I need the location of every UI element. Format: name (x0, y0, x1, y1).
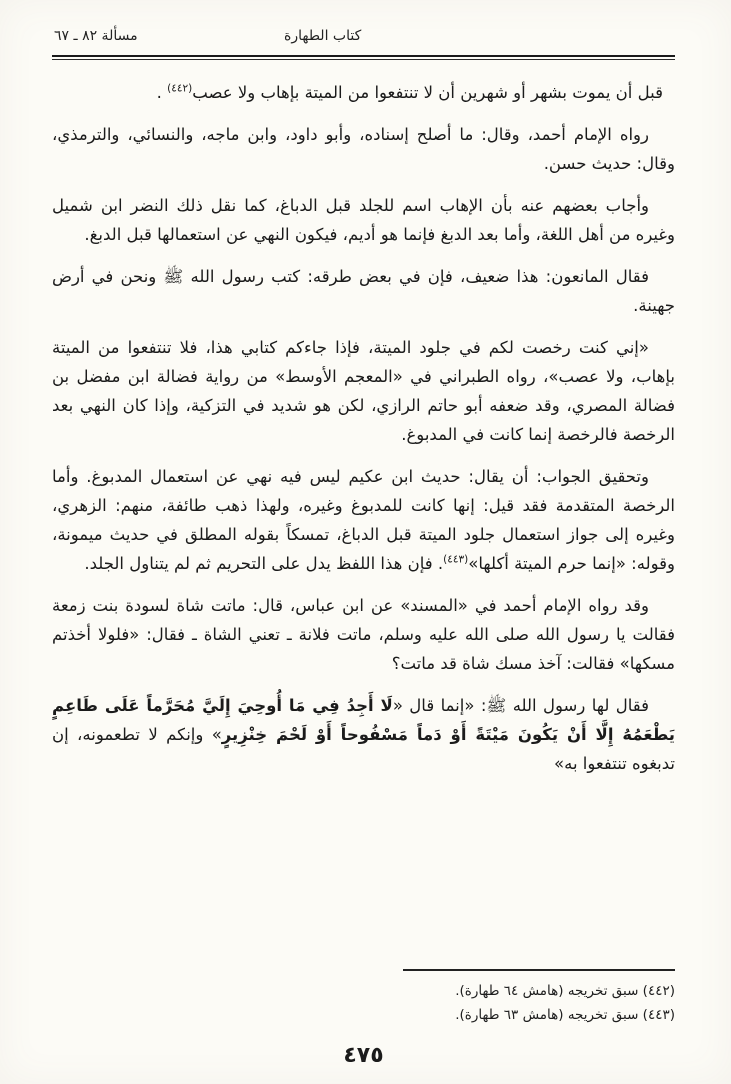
objection-response-paragraph: وأجاب بعضهم عنه بأن الإهاب اسم للجلد قبل الدباغ، كما نقل ذلك النضر ابن شميل وغيره من أهل اللغة، وأما بعد الدبغ فإنما هو أديم، فيكون النهي عن استعمالها قبل الدبغ. (52, 196, 675, 244)
paragraph-text: وتحقيق الجواب: أن يقال: حديث ابن عكيم ليس فيه نهي عن استعمال المدبوغ. وأما الرخصة المتقدمة فقد قيل: إنها كانت للمدبوغ وغيره، ولهذا ذهب طائفة، منهم: الزهري، وغيره إلى جواز استعمال جلود الميتة قبل الدباغ، تمسكاً بقوله المطلق في حديث ميمونة، وقوله: «إنما حرم الميتة أكلها» (52, 467, 675, 573)
prophet-reply-paragraph (52, 691, 675, 778)
paragraph-text: . (156, 83, 168, 102)
footnote-ref-443: (٤٤٣) (443, 553, 469, 566)
counter-argument-paragraph: فقال المانعون: هذا ضعيف، فإن في بعض طرقه: كتب رسول الله ﷺ ونحن في أرض جهينة. (52, 267, 675, 315)
page-body (52, 78, 675, 791)
paragraph-text: » وإنكم لا تطعمونه، إن تدبغوه تنتفعوا به» (52, 725, 675, 773)
musnad-narration-paragraph: وقد رواه الإمام أحمد في «المسند» عن ابن عباس، قال: ماتت شاة لسودة بنت زمعة فقالت يا رسول الله صلى الله عليه وسلم، ماتت فلانة ـ تعني الشاة ـ فقال: «فلولا أخذتم مسكها» فقالت: آخذ مسك شاة قد ماتت؟ (52, 596, 675, 673)
hadith-quote-paragraph: «إني كنت رخصت لكم في جلود الميتة، فإذا جاءكم كتابي هذا، فلا تنتفعوا من الميتة بإهاب، ولا عصب»، رواه الطبراني في «المعجم الأوسط» من رواية فضالة ابن مفضل بن فضالة المصري، وقد ضعفه أبو حاتم الرازي، لكن هو شديد في التزكية، وإذا كان النهي بعد الرخصة فالرخصة إنما كانت في المدبوغ. (52, 338, 675, 444)
paragraph-text: . فإن هذا اللفظ يدل على التحريم ثم لم يتناول الجلد. (84, 554, 444, 573)
paragraph-text: قبل أن يموت بشهر أو شهرين أن لا تنتفعوا من الميتة بإهاب ولا عصب (192, 83, 663, 102)
paragraph-text: فقال لها رسول الله ﷺ: «إنما قال « (392, 696, 649, 715)
footnote-443: (٤٤٣) سبق تخريجه (هامش ٦٣ طهارة). (455, 1007, 675, 1023)
footnote-442: (٤٤٢) سبق تخريجه (هامش ٦٤ طهارة). (455, 983, 675, 999)
hadith-continuation-paragraph (52, 78, 675, 107)
page-footer (52, 969, 675, 1068)
header-issue-number: مسألة ٨٢ ـ ٦٧ (54, 28, 138, 44)
page-number: ٤٧٥ (343, 1043, 384, 1068)
quran-verse-bold: لَا أَجِدُ فِي مَا أُوحِيَ إِلَيَّ مُحَرَّماً عَلَى طَاعِمٍ يَطْعَمُهُ إِلَّا أَنْ يَكُونَ مَيْتَةً أَوْ دَماً مَسْفُوحاً أَوْ لَحْمَ خِنْزِيرٍ (52, 696, 675, 744)
verification-paragraph (52, 462, 675, 578)
footnote-ref-442: (٤٤٢) (167, 82, 193, 95)
narration-grading-paragraph: رواه الإمام أحمد، وقال: ما أصلح إسناده، وأبو داود، وابن ماجه، والنسائي، والترمذي، وقال: حديث حسن. (52, 125, 675, 173)
footnote-separator (403, 969, 675, 971)
page-header (52, 26, 675, 48)
header-book-title: كتاب الطهارة (284, 28, 362, 44)
header-double-rule (52, 55, 675, 60)
